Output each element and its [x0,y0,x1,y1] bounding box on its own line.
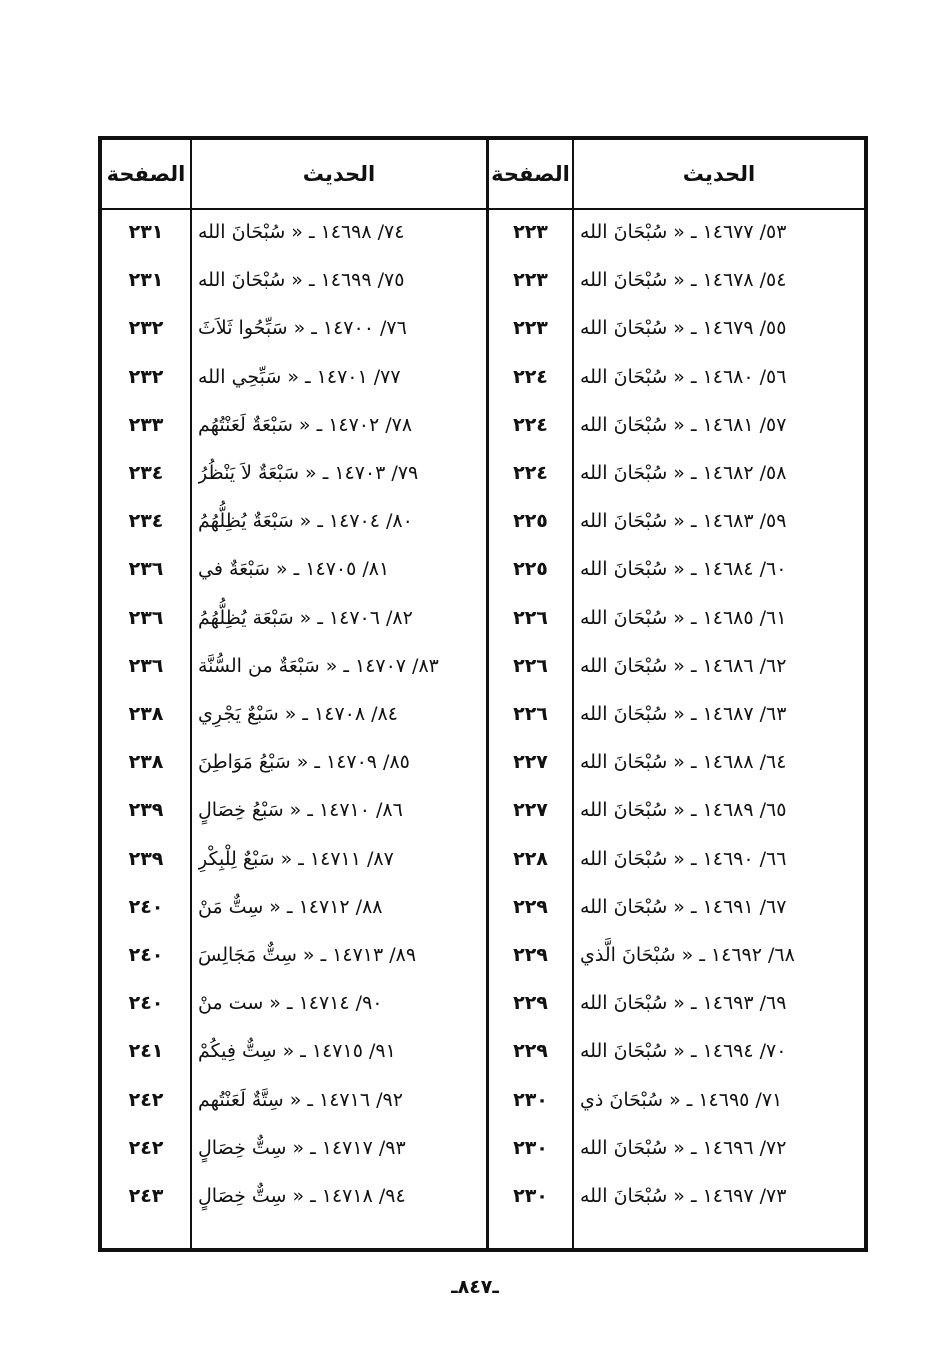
left-hadith-cell: ٩٢/ ١٤٧١٦ ـ « سِتَّةٌ لَعَنْتُهم [198,1088,403,1111]
right-hadith-header: الحديث [682,162,756,186]
left-page-header: الصفحة [106,162,186,186]
right-hadith-cell: ٦٣/ ١٤٦٨٧ ـ « سُبْحَانَ الله [580,703,787,725]
table-row [102,1076,864,1124]
left-page-cell: ٢٣١ [128,269,164,292]
table-row [102,353,864,401]
right-page-cell: ٢٢٣ [513,221,548,243]
left-page-cell: ٢٣٢ [128,365,164,388]
right-hadith-cell: ٥٤/ ١٤٦٧٨ ـ « سُبْحَانَ الله [580,269,787,292]
left-page-cell: ٢٣٣ [128,413,164,436]
right-page-cell: ٢٣٠ [513,1088,548,1111]
table-row [102,594,864,642]
table-row [102,786,864,834]
left-hadith-cell: ٧٦/ ١٤٧٠٠ ـ « سَبِّحُوا ثَلاَثَ [198,317,407,340]
right-page-cell: ٢٢٨ [513,847,548,870]
right-page-cell: ٢٢٦ [513,703,548,725]
right-hadith-cell: ٧٣/ ١٤٦٩٧ ـ « سُبْحَانَ الله [580,1185,787,1207]
right-hadith-cell: ٦٨/ ١٤٦٩٢ ـ « سُبْحَانَ الَّذي [580,944,795,966]
right-hadith-cell: ٧٢/ ١٤٦٩٦ ـ « سُبْحَانَ الله [580,1136,787,1159]
table-row [102,497,864,545]
table-row [102,738,864,786]
page-number: ـ٨٤٧ـ [451,1276,499,1298]
right-page-cell: ٢٢٩ [513,895,548,918]
table-row [102,449,864,497]
right-hadith-cell: ٥٨/ ١٤٦٨٢ ـ « سُبْحَانَ الله [580,462,787,484]
left-page-cell: ٢٤٠ [128,944,164,966]
left-hadith-header: الحديث [302,162,376,186]
left-page-cell: ٢٣٦ [128,606,164,629]
left-page-cell: ٢٣٦ [128,558,164,581]
table-row [102,1172,864,1220]
table-row [102,1124,864,1172]
left-hadith-cell: ٧٩/ ١٤٧٠٣ ـ « سَبْعَةٌ لاَ يَنْظُرُ [198,462,419,484]
table-row [102,835,864,883]
right-page-cell: ٢٢٦ [513,654,548,677]
left-hadith-cell: ٨٧/ ١٤٧١١ ـ « سَبْعٌ لِلْبِكْرِ [198,847,394,870]
left-hadith-cell: ٧٤/ ١٤٦٩٨ ـ « سُبْحَانَ الله [198,221,405,243]
right-hadith-cell: ٥٣/ ١٤٦٧٧ ـ « سُبْحَانَ الله [580,221,787,243]
table-row [102,208,864,256]
right-page-header: الصفحة [491,162,570,186]
right-page-cell: ٢٣٠ [513,1185,548,1207]
right-hadith-cell: ٧٠/ ١٤٦٩٤ ـ « سُبْحَانَ الله [580,1040,787,1063]
table-row [102,979,864,1027]
left-page-cell: ٢٤٢ [128,1088,164,1111]
right-page-cell: ٢٢٣ [513,317,548,340]
index-table [98,136,868,1252]
left-hadith-cell: ٨٣/ ١٤٧٠٧ ـ « سَبْعَةٌ من السُّنَّة [198,654,439,677]
table-header [102,140,864,210]
left-page-cell: ٢٣٢ [128,317,164,340]
table-row [102,401,864,449]
left-page-cell: ٢٣٨ [128,751,164,774]
left-page-cell: ٢٣٨ [128,703,164,725]
right-page-cell: ٢٢٩ [513,1040,548,1063]
right-page-cell: ٢٣٠ [513,1136,548,1159]
left-page-cell: ٢٣٩ [128,847,164,870]
right-hadith-cell: ٦٤/ ١٤٦٨٨ ـ « سُبْحَانَ الله [580,751,787,774]
right-hadith-cell: ٧١/ ١٤٦٩٥ ـ « سُبْحَانَ ذي [580,1088,783,1111]
left-hadith-cell: ٧٨/ ١٤٧٠٢ ـ « سَبْعَةٌ لَعَنْتُهُم [198,413,413,436]
left-page-cell: ٢٤٣ [128,1185,164,1207]
right-page-cell: ٢٢٧ [513,799,548,822]
table-row [102,545,864,593]
left-hadith-cell: ٩٣/ ١٤٧١٧ ـ « سِتٌّ خِصَالٍ [198,1136,406,1159]
right-hadith-cell: ٥٧/ ١٤٦٨١ ـ « سُبْحَانَ الله [580,413,787,436]
right-page-cell: ٢٢٤ [513,365,548,388]
table-row [102,256,864,304]
right-page-cell: ٢٢٤ [513,413,548,436]
right-page-cell: ٢٢٦ [513,606,548,629]
left-hadith-cell: ٨٠/ ١٤٧٠٤ ـ « سَبْعَةٌ يُظِلُّهُمُ [198,510,413,533]
left-page-cell: ٢٤٠ [128,895,164,918]
table-row [102,690,864,738]
left-hadith-cell: ٩١/ ١٤٧١٥ ـ « سِتٌّ فِيكُمْ [198,1040,396,1063]
right-hadith-cell: ٦١/ ١٤٦٨٥ ـ « سُبْحَانَ الله [580,606,787,629]
left-page-cell: ٢٤٢ [128,1136,164,1159]
right-hadith-cell: ٦٥/ ١٤٦٨٩ ـ « سُبْحَانَ الله [580,799,787,822]
left-page-cell: ٢٣١ [128,221,164,243]
left-hadith-cell: ٧٥/ ١٤٦٩٩ ـ « سُبْحَانَ الله [198,269,405,292]
left-hadith-cell: ٨٨/ ١٤٧١٢ ـ « سِتٌّ مَنْ [198,895,383,918]
left-hadith-cell: ٨٤/ ١٤٧٠٨ ـ « سَبْعٌ يَجْرِي [198,703,398,725]
left-hadith-cell: ٨٢/ ١٤٧٠٦ ـ « سَبْعَة يُظِلُّهُمُ [198,606,413,629]
left-page-cell: ٢٣٤ [128,462,164,484]
left-page-cell: ٢٣٦ [128,654,164,677]
left-page-cell: ٢٤١ [128,1040,164,1063]
right-hadith-cell: ٦٧/ ١٤٦٩١ ـ « سُبْحَانَ الله [580,895,787,918]
left-page-cell: ٢٣٩ [128,799,164,822]
left-hadith-cell: ٧٧/ ١٤٧٠١ ـ « سَبِّحِي الله [198,365,401,388]
right-page-cell: ٢٢٥ [513,510,548,533]
left-hadith-cell: ٨٦/ ١٤٧١٠ ـ « سَبْعُ خِصَالٍ [198,799,403,822]
right-hadith-cell: ٦٩/ ١٤٦٩٣ ـ « سُبْحَانَ الله [580,992,787,1015]
table-row [102,1027,864,1075]
right-hadith-cell: ٥٦/ ١٤٦٨٠ ـ « سُبْحَانَ الله [580,365,787,388]
left-hadith-cell: ٨١/ ١٤٧٠٥ ـ « سَبْعَةٌ في [198,558,390,581]
right-hadith-cell: ٦٢/ ١٤٦٨٦ ـ « سُبْحَانَ الله [580,654,787,677]
right-page-cell: ٢٢٩ [513,944,548,966]
right-page-cell: ٢٢٥ [513,558,548,581]
left-page-cell: ٢٤٠ [128,992,164,1015]
left-hadith-cell: ٨٥/ ١٤٧٠٩ ـ « سَبْعُ مَوَاطِنَ [198,751,410,774]
right-page-cell: ٢٢٧ [513,751,548,774]
left-hadith-cell: ٩٠/ ١٤٧١٤ ـ « ست منْ [198,992,383,1015]
right-page-cell: ٢٢٤ [513,462,548,484]
left-hadith-cell: ٩٤/ ١٤٧١٨ ـ « سِتٌّ خِصَالٍ [198,1185,406,1207]
table-row [102,642,864,690]
table-row [102,304,864,352]
right-hadith-cell: ٦٦/ ١٤٦٩٠ ـ « سُبْحَانَ الله [580,847,787,870]
left-page-cell: ٢٣٤ [128,510,164,533]
table-row [102,931,864,979]
left-hadith-cell: ٨٩/ ١٤٧١٣ ـ « سِتٌّ مَجَالِسَ [198,944,417,966]
table-row [102,883,864,931]
right-hadith-cell: ٥٩/ ١٤٦٨٣ ـ « سُبْحَانَ الله [580,510,787,533]
right-page-cell: ٢٢٩ [513,992,548,1015]
right-hadith-cell: ٦٠/ ١٤٦٨٤ ـ « سُبْحَانَ الله [580,558,787,581]
right-hadith-cell: ٥٥/ ١٤٦٧٩ ـ « سُبْحَانَ الله [580,317,787,340]
right-page-cell: ٢٢٣ [513,269,548,292]
